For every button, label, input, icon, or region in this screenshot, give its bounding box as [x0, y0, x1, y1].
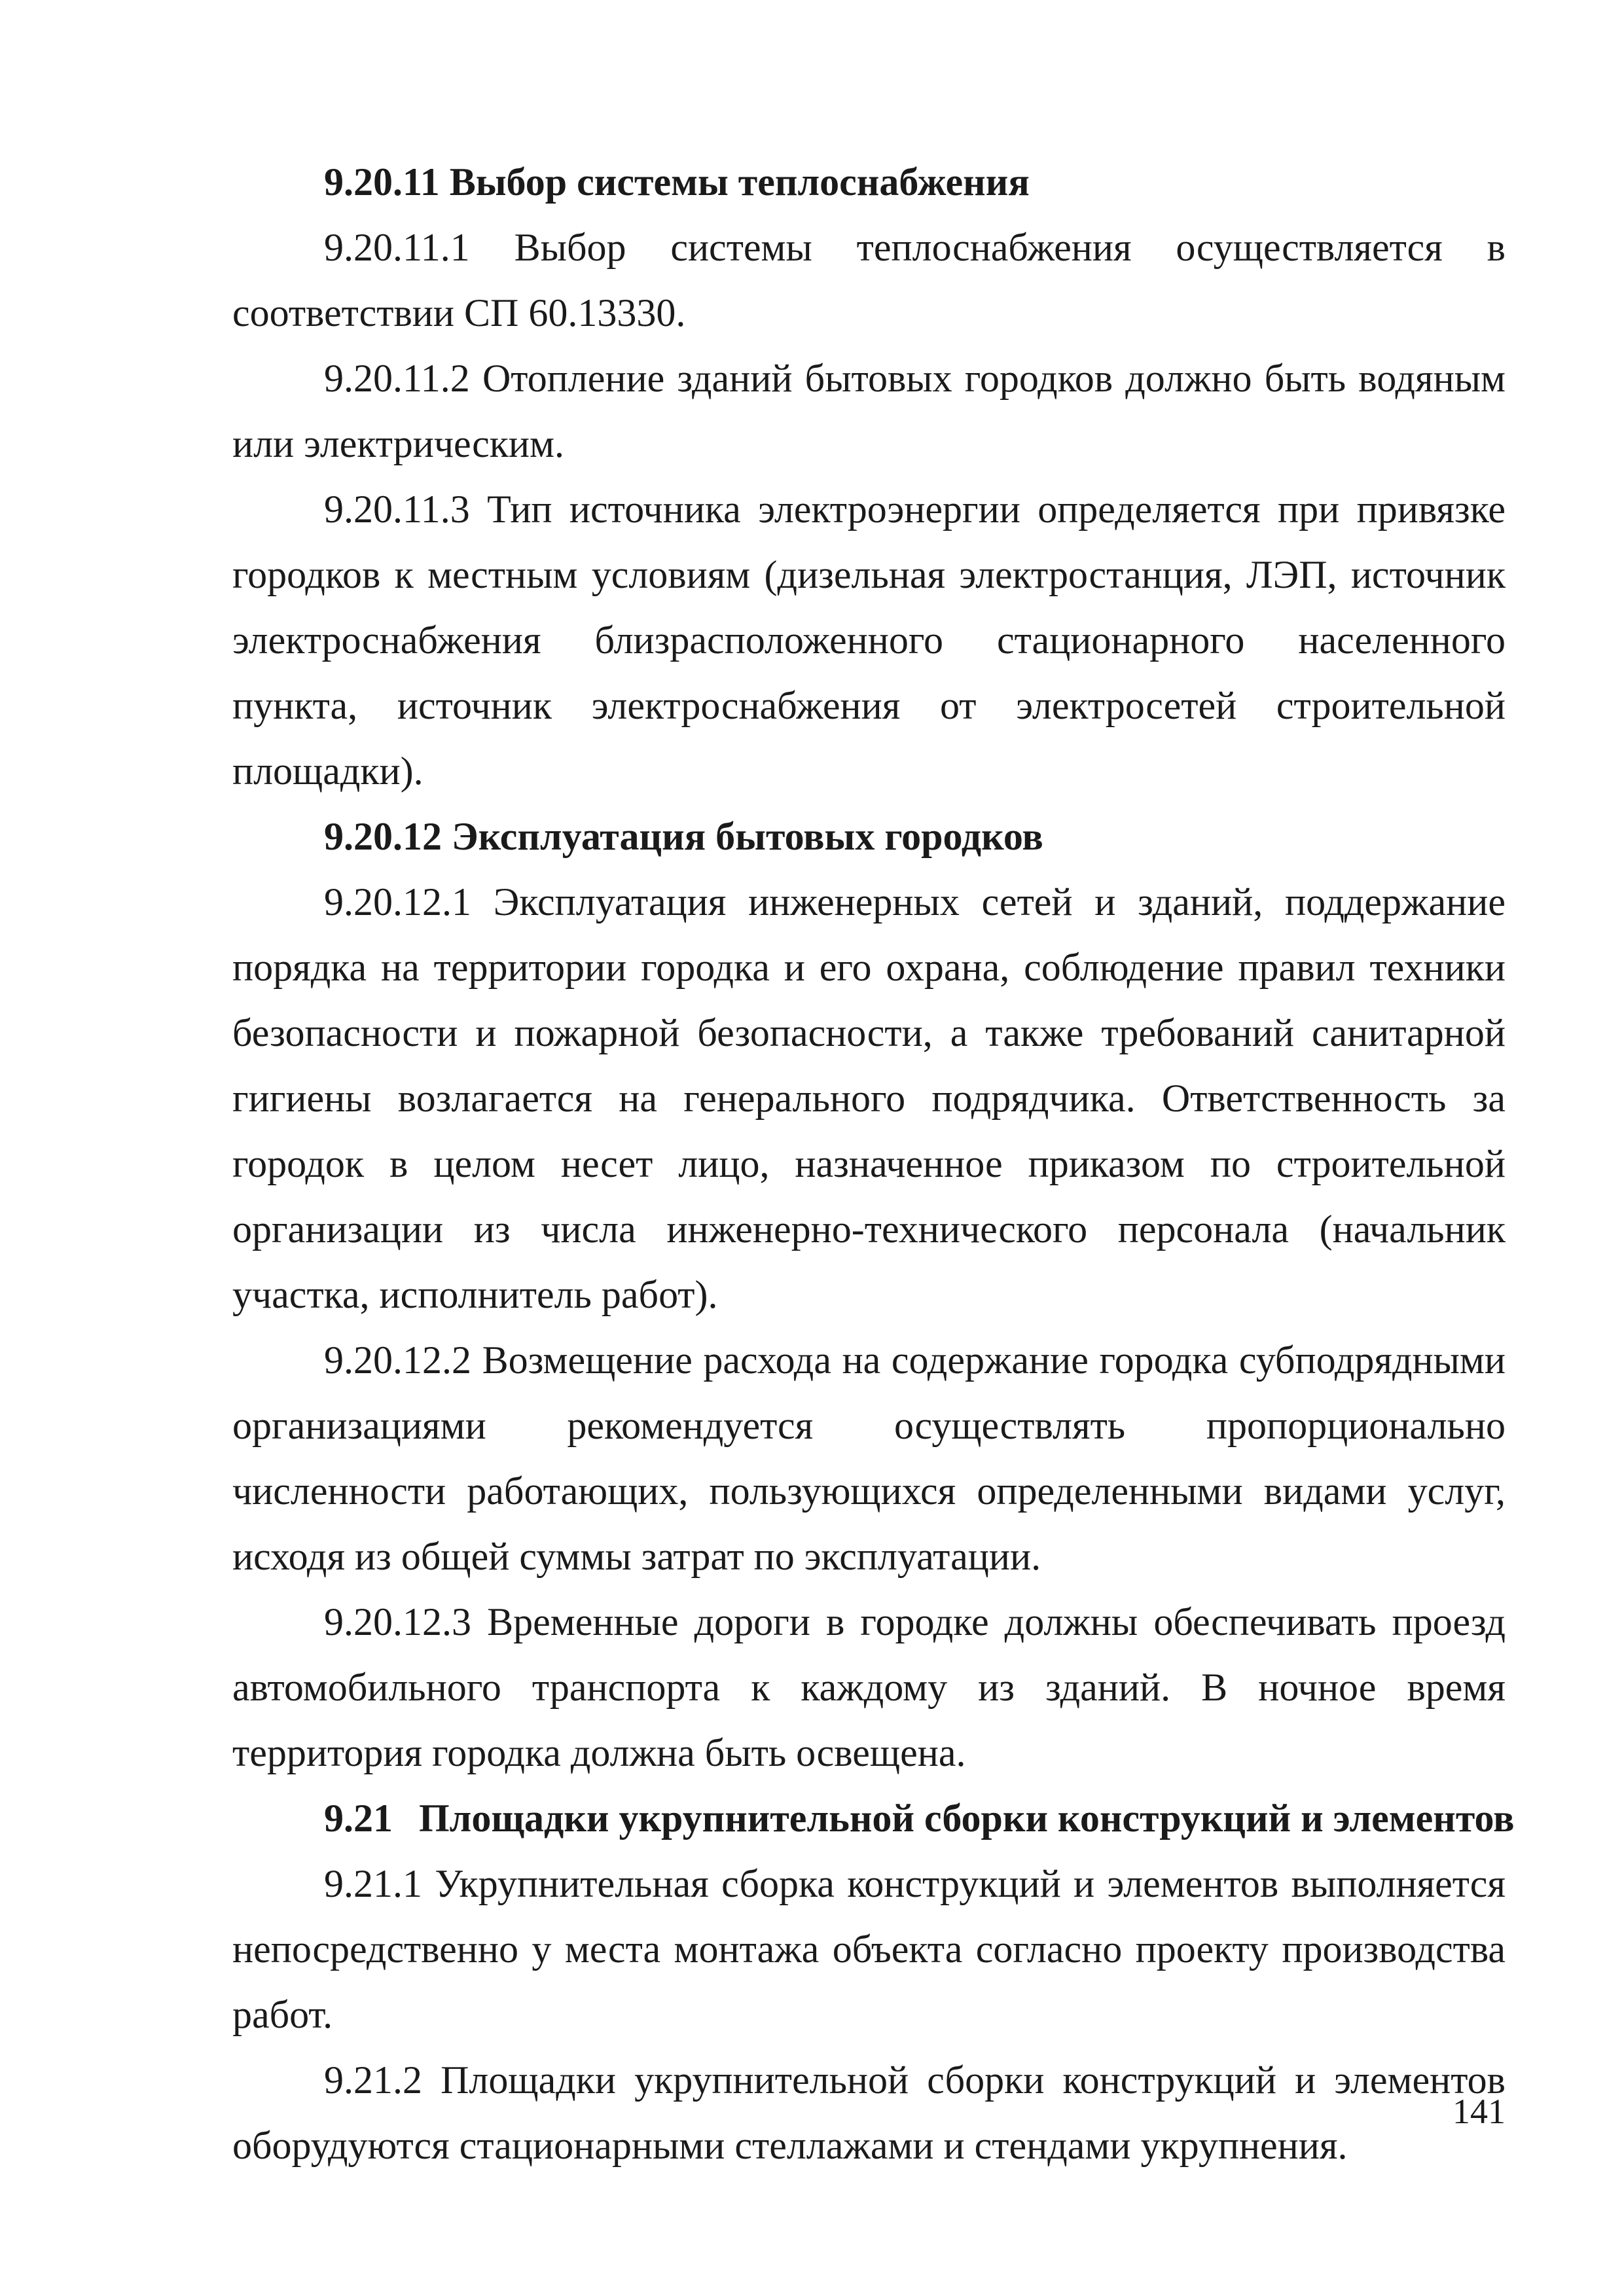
- section-heading-9-21-title: Площадки укрупнительной сборки конструкций и элементов: [419, 1797, 1515, 1840]
- paragraph-9-20-12-1: 9.20.12.1 Эксплуатация инженерных сетей и зданий, поддержание порядка на территории городка и его охрана, соблюдение правил техники безопасности и пожарной безопасности, а также требований санитарной гигиены возлагается на генерального подрядчика. Ответственность за городок в целом несет лицо, назначенное приказом по строительной организации из числа инженерно-технического персонала (начальник участка, исполнитель работ).: [232, 880, 1506, 1316]
- paragraph-9-21-2: 9.21.2 Площадки укрупнительной сборки конструкций и элементов оборудуются стационарными стеллажами и стендами укрупнения.: [232, 2058, 1506, 2167]
- paragraph-9-21-1: 9.21.1 Укрупнительная сборка конструкций и элементов выполняется непосредственно у места монтажа объекта согласно проекту производства работ.: [232, 1862, 1506, 2036]
- section-heading-9-20-12: 9.20.12 Эксплуатация бытовых городков: [324, 815, 1043, 858]
- paragraph-9-20-11-3: 9.20.11.3 Тип источника электроэнергии определяется при привязке городков к местным условиям (дизельная электростанция, ЛЭП, источник электроснабжения близрасположенного стационарного населенного пункта, источник электроснабжения от электросетей строительной площадки).: [232, 488, 1506, 793]
- section-heading-9-20-11: 9.20.11 Выбор системы теплоснабжения: [324, 160, 1030, 204]
- paragraph-9-20-11-1: 9.20.11.1 Выбор системы теплоснабжения осуществляется в соответствии СП 60.13330.: [232, 226, 1506, 334]
- paragraph-9-20-12-3: 9.20.12.3 Временные дороги в городке должны обеспечивать проезд автомобильного транспорта к каждому из зданий. В ночное время территория городка должна быть освещена.: [232, 1600, 1506, 1774]
- section-heading-9-21-number: 9.21: [324, 1797, 393, 1840]
- page-number: 141: [1453, 2092, 1506, 2131]
- section-heading-9-21: [232, 1785, 1515, 1851]
- paragraph-9-20-12-2: 9.20.12.2 Возмещение расхода на содержание городка субподрядными организациями рекомендуется осуществлять пропорционально численности работающих, пользующихся определенными видами услуг, исходя из общей суммы затрат по эксплуатации.: [232, 1338, 1506, 1578]
- paragraph-9-20-11-2: 9.20.11.2 Отопление зданий бытовых городков должно быть водяным или электрическим.: [232, 357, 1506, 465]
- document-page: [232, 149, 1515, 2178]
